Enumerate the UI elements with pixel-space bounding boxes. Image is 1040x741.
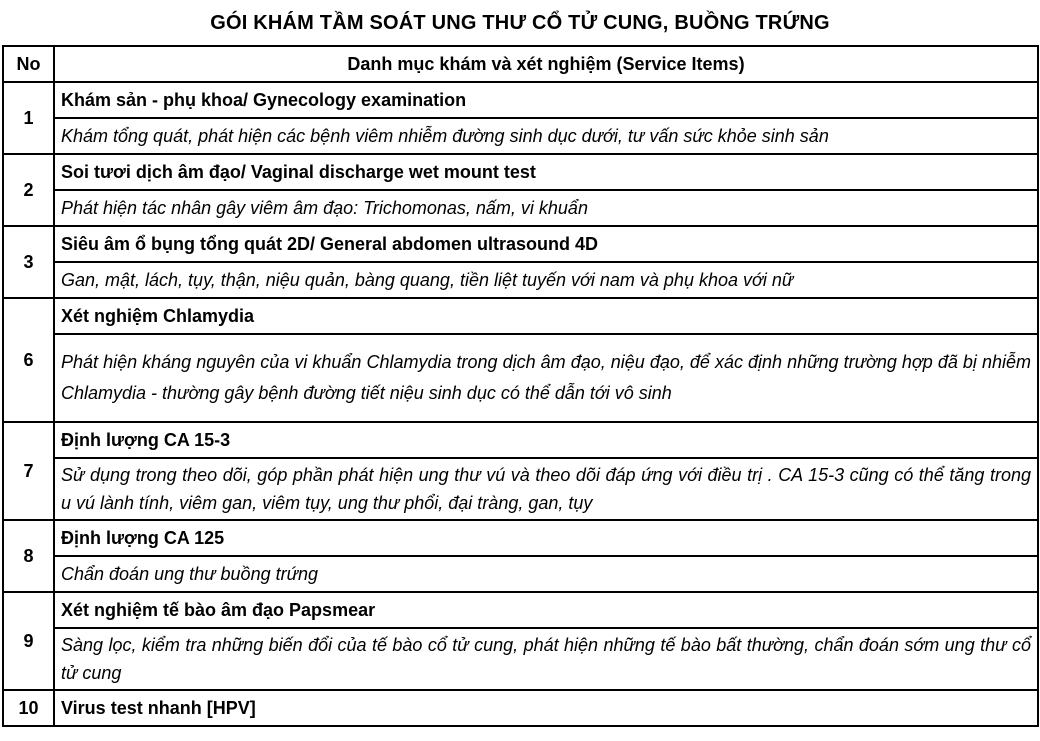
table-row xyxy=(3,82,1038,118)
table-row xyxy=(3,422,1038,458)
service-item-description: Khám tổng quát, phát hiện các bệnh viêm nhiễm đường sinh dục dưới, tư vấn sức khỏe sinh sản xyxy=(54,118,1038,154)
table-header-row xyxy=(3,46,1038,82)
service-item-title: Định lượng CA 15-3 xyxy=(54,422,1038,458)
table-row xyxy=(3,592,1038,628)
table-row xyxy=(3,190,1038,226)
service-item-title: Siêu âm ổ bụng tổng quát 2D/ General abdomen ultrasound 4D xyxy=(54,226,1038,262)
row-number: 6 xyxy=(3,298,54,422)
table-row xyxy=(3,298,1038,334)
service-item-title: Soi tươi dịch âm đạo/ Vaginal discharge wet mount test xyxy=(54,154,1038,190)
service-item-description: Phát hiện kháng nguyên của vi khuẩn Chlamydia trong dịch âm đạo, niệu đạo, để xác định những trường hợp đã bị nhiễm Chlamydia - thường gây bệnh đường tiết niệu sinh dục có thể dẫn tới vô sinh xyxy=(54,334,1038,422)
table-row xyxy=(3,628,1038,690)
column-header-no: No xyxy=(3,46,54,82)
row-number: 10 xyxy=(3,690,54,726)
table-row xyxy=(3,458,1038,520)
table-row xyxy=(3,118,1038,154)
table-row xyxy=(3,334,1038,422)
service-item-description: Phát hiện tác nhân gây viêm âm đạo: Trichomonas, nấm, vi khuẩn xyxy=(54,190,1038,226)
service-item-description: Sàng lọc, kiểm tra những biến đổi của tế bào cổ tử cung, phát hiện những tế bào bất thường, chẩn đoán sớm ung thư cổ tử cung xyxy=(54,628,1038,690)
service-item-description: Chẩn đoán ung thư buồng trứng xyxy=(54,556,1038,592)
row-number: 8 xyxy=(3,520,54,592)
row-number: 9 xyxy=(3,592,54,690)
service-item-title: Khám sản - phụ khoa/ Gynecology examination xyxy=(54,82,1038,118)
service-item-title: Virus test nhanh [HPV] xyxy=(54,690,1038,726)
page-title: GÓI KHÁM TẦM SOÁT UNG THƯ CỔ TỬ CUNG, BUỒNG TRỨNG xyxy=(210,12,830,34)
table-row xyxy=(3,690,1038,726)
table-row xyxy=(3,556,1038,592)
row-number: 3 xyxy=(3,226,54,298)
table-row xyxy=(3,226,1038,262)
column-header-service-items: Danh mục khám và xét nghiệm (Service Items) xyxy=(54,46,1038,82)
service-item-title: Xét nghiệm tế bào âm đạo Papsmear xyxy=(54,592,1038,628)
service-item-title: Định lượng CA 125 xyxy=(54,520,1038,556)
service-item-description: Sử dụng trong theo dõi, góp phần phát hiện ung thư vú và theo dõi đáp ứng với điều trị . CA 15-3 cũng có thể tăng trong u vú lành tính, viêm gan, viêm tụy, ung thư phổi, đại tràng, gan, tụy xyxy=(54,458,1038,520)
service-item-title: Xét nghiệm Chlamydia xyxy=(54,298,1038,334)
table-row xyxy=(3,262,1038,298)
table-row xyxy=(3,520,1038,556)
service-items-table xyxy=(2,45,1039,727)
table-row xyxy=(3,154,1038,190)
row-number: 7 xyxy=(3,422,54,520)
row-number: 2 xyxy=(3,154,54,226)
service-item-description: Gan, mật, lách, tụy, thận, niệu quản, bàng quang, tiền liệt tuyến với nam và phụ khoa với nữ xyxy=(54,262,1038,298)
row-number: 1 xyxy=(3,82,54,154)
